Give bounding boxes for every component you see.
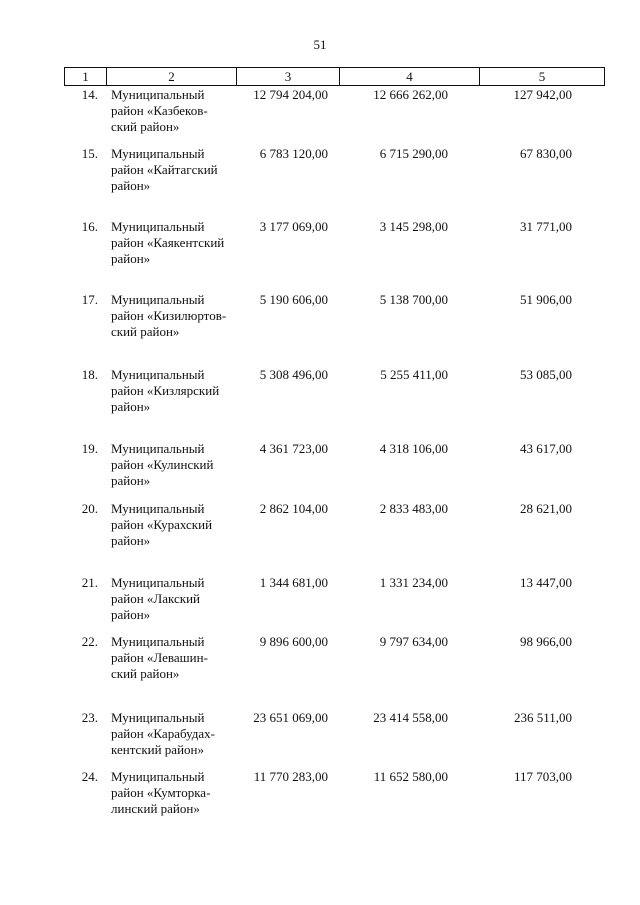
row-name-line: Муниципальный — [111, 501, 205, 516]
header-col-3: 3 — [237, 68, 340, 85]
row-name-line: Муниципальный — [111, 575, 205, 590]
row-number: 24. — [81, 769, 98, 784]
row-value-col5: 98 966,00 — [520, 634, 572, 649]
header-col-1: 1 — [65, 68, 107, 85]
table-header — [64, 67, 605, 86]
row-name-line: Муниципальный — [111, 634, 205, 649]
row-name — [111, 710, 241, 758]
row-name — [111, 87, 241, 135]
row-value-col3: 11 770 283,00 — [253, 769, 328, 784]
row-value-col4: 6 715 290,00 — [379, 146, 448, 161]
row-number: 18. — [81, 367, 98, 382]
row-name-line: Муниципальный — [111, 769, 205, 784]
row-name — [111, 219, 241, 267]
row-name-line: район» — [111, 607, 151, 622]
header-col-5: 5 — [538, 69, 546, 84]
row-number: 14. — [81, 87, 98, 102]
row-name-line: Муниципальный — [111, 87, 205, 102]
row-name-line: район» — [111, 178, 151, 193]
row-value-col3: 1 344 681,00 — [259, 575, 328, 590]
row-value-col3: 5 190 606,00 — [259, 292, 328, 307]
row-name-line: район «Казбеков- — [111, 103, 208, 118]
row-value-col4: 4 318 106,00 — [379, 441, 448, 456]
row-number: 19. — [81, 441, 98, 456]
row-number: 20. — [81, 501, 98, 516]
row-value-col4: 1 331 234,00 — [379, 575, 448, 590]
row-value-col5: 117 703,00 — [513, 769, 572, 784]
row-name-line: кентский район» — [111, 742, 204, 757]
row-number: 17. — [81, 292, 98, 307]
row-value-col4: 9 797 634,00 — [379, 634, 448, 649]
row-name-line: Муниципальный — [111, 219, 205, 234]
row-value-col3: 23 651 069,00 — [253, 710, 328, 725]
row-name-line: район «Лакский — [111, 591, 201, 606]
row-name — [111, 146, 241, 194]
row-value-col3: 5 308 496,00 — [259, 367, 328, 382]
row-value-col3: 2 862 104,00 — [259, 501, 328, 516]
row-value-col3: 6 783 120,00 — [259, 146, 328, 161]
row-name-line: район «Кумторка- — [111, 785, 211, 800]
row-value-col5: 28 621,00 — [520, 501, 572, 516]
row-name-line: район «Кизлярский — [111, 383, 220, 398]
row-name-line: линский район» — [111, 801, 200, 816]
row-name — [111, 501, 241, 549]
row-value-col5: 43 617,00 — [520, 441, 572, 456]
row-value-col4: 2 833 483,00 — [379, 501, 448, 516]
row-name — [111, 292, 241, 340]
row-number: 16. — [81, 219, 98, 234]
row-name — [111, 575, 241, 623]
row-value-col5: 127 942,00 — [513, 87, 572, 102]
row-value-col5: 67 830,00 — [520, 146, 572, 161]
row-value-col4: 12 666 262,00 — [373, 87, 448, 102]
row-value-col4: 23 414 558,00 — [373, 710, 448, 725]
row-name-line: район» — [111, 533, 151, 548]
row-value-col5: 13 447,00 — [520, 575, 572, 590]
row-name-line: ский район» — [111, 666, 180, 681]
row-name — [111, 769, 241, 817]
row-name — [111, 441, 241, 489]
row-value-col3: 3 177 069,00 — [259, 219, 328, 234]
header-col-2: 2 — [107, 68, 237, 85]
row-name-line: Муниципальный — [111, 292, 205, 307]
row-name-line: район «Курахский — [111, 517, 213, 532]
row-value-col3: 4 361 723,00 — [259, 441, 328, 456]
row-name-line: район «Левашин- — [111, 650, 208, 665]
row-name-line: Муниципальный — [111, 441, 205, 456]
row-value-col5: 53 085,00 — [520, 367, 572, 382]
row-value-col4: 3 145 298,00 — [379, 219, 448, 234]
row-name-line: район» — [111, 251, 151, 266]
row-value-col5: 236 511,00 — [513, 710, 572, 725]
row-name-line: ский район» — [111, 324, 180, 339]
page-number: 51 — [313, 37, 327, 52]
row-name-line: район «Кизилюртов- — [111, 308, 227, 323]
row-value-col4: 5 138 700,00 — [379, 292, 448, 307]
row-name-line: район «Кайтагский — [111, 162, 218, 177]
row-name-line: район «Карабудах- — [111, 726, 215, 741]
row-name-line: Муниципальный — [111, 146, 205, 161]
row-number: 15. — [81, 146, 98, 161]
row-name-line: район» — [111, 473, 151, 488]
header-col-4: 4 — [340, 68, 480, 85]
row-name — [111, 634, 241, 682]
row-number: 22. — [81, 634, 98, 649]
row-name — [111, 367, 241, 415]
row-name-line: Муниципальный — [111, 367, 205, 382]
row-value-col4: 5 255 411,00 — [380, 367, 448, 382]
row-value-col4: 11 652 580,00 — [373, 769, 448, 784]
row-name-line: ский район» — [111, 119, 180, 134]
row-name-line: район» — [111, 399, 151, 414]
row-number: 21. — [81, 575, 98, 590]
row-value-col5: 51 906,00 — [520, 292, 572, 307]
row-name-line: район «Каякентский — [111, 235, 225, 250]
row-name-line: район «Кулинский — [111, 457, 214, 472]
row-value-col3: 9 896 600,00 — [259, 634, 328, 649]
row-value-col3: 12 794 204,00 — [253, 87, 328, 102]
row-value-col5: 31 771,00 — [520, 219, 572, 234]
row-name-line: Муниципальный — [111, 710, 205, 725]
row-number: 23. — [81, 710, 98, 725]
